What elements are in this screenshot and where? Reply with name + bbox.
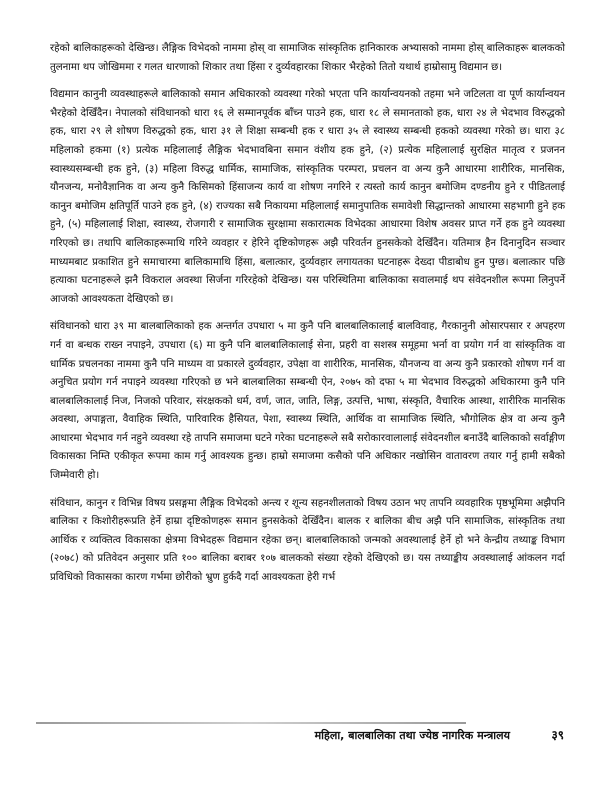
paragraph-3: संविधानको धारा ३९ मा बालबालिकाको हक अन्तर्गत उपधारा ५ मा कुनै पनि बालबालिकालाई बालविवाह, गैरकानुनी ओसारपसार र अपहरण गर्न वा बन्धक राख्न नपाइने, उपधारा (६) मा कुनै पनि बालबालिकालाई सेना, प्रहरी वा सशस्त्र समूहमा भर्ना वा प्रयोग गर्न वा सांस्कृतिक वा धार्मिक प्रचलनका नाममा कुनै पनि माध्यम वा प्रकारले दुर्व्यवहार, उपेक्षा वा शारीरिक, मानसिक, यौनजन्य वा अन्य कुनै प्रकारको शोषण गर्न वा अनुचित प्रयोग गर्न नपाइने व्यवस्था गरिएको छ भने बालबालिका सम्बन्धी ऐन, २०७५ को दफा ५ मा भेदभाव विरुद्धको अधिकारमा कुनै पनि बालबालिकालाई निज, निजको परिवार, संरक्षकको धर्म, वर्ण, जात, जाति, लिङ्ग, उत्पत्ति, भाषा, संस्कृति, वैचारिक आस्था, शारीरिक मानसिक अवस्था, अपाङ्गता, वैवाहिक स्थिति, पारिवारिक हैसियत, पेशा, स्वास्थ्य स्थिति, आर्थिक वा सामाजिक स्थिति, भौगोलिक क्षेत्र वा अन्य कुनै आधारमा भेदभाव गर्न नहुने व्यवस्था रहे तापनि समाजमा घटने गरेका घटनाहरूले सबै सरोकारवालालाई संवेदनशील बनाउँदै बालिकाको सर्वाङ्गीण विकासका निम्ति एकीकृत रूपमा काम गर्नु आवश्यक हुन्छ। हाम्रो समाजमा कसैको पनि अधिकार नखोसिन वातावरण तयार गर्नु हामी सबैको जिम्मेवारी हो। (50, 321, 565, 482)
footer-divider (36, 722, 466, 724)
paragraph-1: रहेको बालिकाहरूको देखिन्छ। लैङ्गिक विभेदको नाममा होस् वा सामाजिक सांस्कृतिक हानिकारक अभ्यासको नाममा होस् बालिकाहरू बालकको तुलनामा थप जोखिममा र गलत धारणाको शिकार तथा हिंसा र दुर्व्यवहारका शिकार भैरहेको तितो यथार्थ हाम्रोसामु विद्यमान छ। (50, 43, 565, 73)
page-footer (0, 722, 600, 766)
paragraph-2: विद्यमान कानुनी व्यवस्थाहरूले बालिकाको समान अधिकारको व्यवस्था गरेको भएता पनि कार्यान्वयनको तहमा भने जटिलता वा पूर्ण कार्यान्वयन भैरहेको देखिँदैन। नेपालको संविधानको धारा १६ ले सम्मानपूर्वक बाँच्न पाउने हक, धारा १८ ले समानताको हक, धारा २४ ले भेदभाव विरुद्धको हक, धारा २९ ले शोषण विरुद्धको हक, धारा ३१ ले शिक्षा सम्बन्धी हक र धारा ३५ ले स्वास्थ्य सम्बन्धी हकको व्यवस्था गरेको छ। धारा ३८ महिलाको हकमा (१) प्रत्येक महिलालाई लैङ्गिक भेदभावबिना समान वंशीय हक हुने, (२) प्रत्येक महिलालाई सुरक्षित मातृत्व र प्रजनन स्वास्थ्यसम्बन्धी हक हुने, (३) महिला विरुद्ध धार्मिक, सामाजिक, सांस्कृतिक परम्परा, प्रचलन वा अन्य कुनै आधारमा शारीरिक, मानसिक, यौनजन्य, मनोवैज्ञानिक वा अन्य कुनै किसिमको हिंसाजन्य कार्य वा शोषण नगरिने र त्यस्तो कार्य कानुन बमोजिम दण्डनीय हुने र पीडितलाई कानुन बमोजिम क्षतिपूर्ति पाउने हक हुने, (४) राज्यका सबै निकायमा महिलालाई समानुपातिक समावेशी सिद्धान्तको आधारमा सहभागी हुने हक हुने, (५) महिलालाई शिक्षा, स्वास्थ्य, रोजगारी र सामाजिक सुरक्षामा सकारात्मक विभेदका आधारमा विशेष अवसर प्राप्त गर्ने हक हुने व्यवस्था गरिएको छ। तथापि बालिकाहरूमाथि गरिने व्यवहार र हेरिने दृष्टिकोणहरू अझै परिवर्तन हुनसकेको देखिँदैन। यतिमात्र हैन दिनानुदिन सञ्चार माध्यमबाट प्रकाशित हुने समाचारमा बालिकामाथि हिंसा, बलात्कार, दुर्व्यवहार लगायतका घटनाहरू देख्दा पीडाबोध हुन पुग्छ। बलात्कार पछि हत्याका घटनाहरूले झनै विकराल अवस्था सिर्जना गरिरहेको देखिन्छ। यस परिस्थितिमा बालिकाका सवालमाई थप संवेदनशील रूपमा लिनुपर्ने आजको आवश्यकता देखिएको छ। (50, 89, 565, 305)
footer-ministry-name: महिला, बालबालिका तथा ज्येष्ठ नागरिक मन्त्रालय (314, 729, 510, 742)
document-body (50, 40, 565, 710)
page-number: ३९ (551, 728, 564, 742)
paragraph-4: संविधान, कानुन र विभिन्न विषय प्रसङ्गमा लैङ्गिक विभेदको अन्त्य र शून्य सहनशीलताको विषय उठान भए तापनि व्यवहारिक पृष्ठभूमिमा अझैपनि बालिका र किशोरीहरूप्रति हेर्ने हाम्रा दृष्टिकोणहरू समान हुनसकेको देखिँदैन। बालक र बालिका बीच अझै पनि सामाजिक, सांस्कृतिक तथा आर्थिक र व्यक्तित्व विकासका क्षेत्रमा विभेदहरू विद्यमान रहेका छन्। बालबालिकाको जन्मको अवस्थालाई हेर्ने हो भने केन्द्रीय तथ्याङ्क विभाग (२०७८) को प्रतिवेदन अनुसार प्रति १०० बालिका बराबर १०७ बालकको संख्या रहेको देखिएको छ। यस तथ्याङ्कीय अवस्थालाई आंकलन गर्दा प्रविधिको विकासका कारण गर्भमा छोरीको भ्रुण हुर्कदै गर्दा आवश्यकता हेरी गर्भ (50, 497, 565, 584)
